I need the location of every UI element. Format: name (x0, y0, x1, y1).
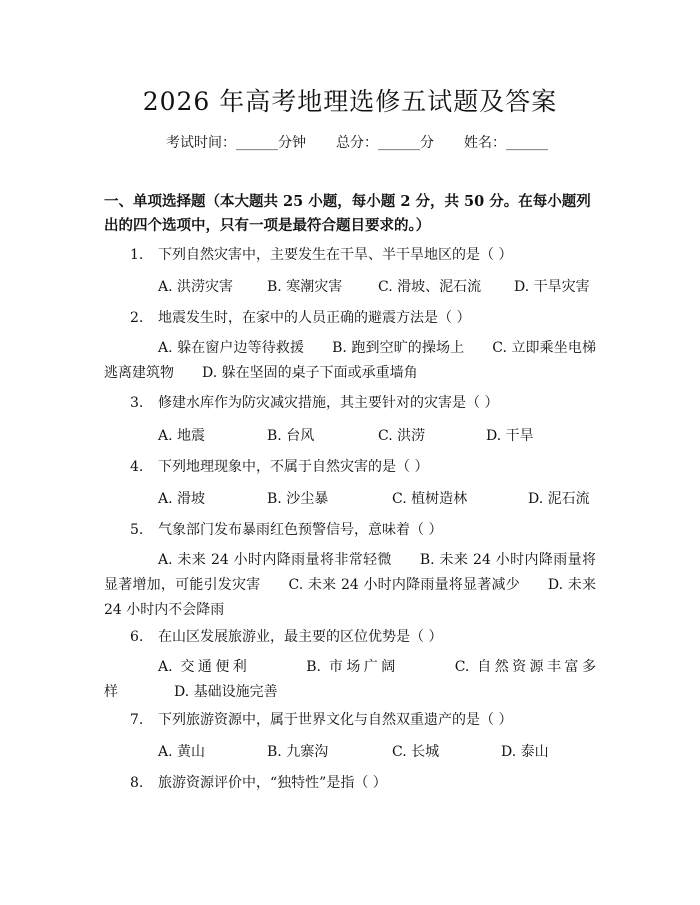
question-text: 下列自然灾害中，主要发生在干旱、半干旱地区的是（ ） (158, 247, 513, 263)
option-d: D. 躲在坚固的桌子下面或承重墙角 (202, 365, 418, 381)
option-a: A. 滑坡 (158, 491, 206, 507)
options-2 (104, 336, 596, 386)
option-a: A. 地震 (158, 428, 206, 444)
option-a: A. 躲在窗户边等待救援 (158, 340, 305, 356)
option-b: B. 未来 24 小时内降雨量将显著增加，可能引发灾害 (104, 552, 596, 593)
option-d: D. 未来 24 小时内不会降雨 (104, 577, 596, 618)
option-b: B. 台风 (267, 428, 315, 444)
question-7 (130, 709, 512, 729)
student-name-field: 姓名：______ (464, 135, 548, 151)
exam-meta (166, 132, 548, 152)
options-5 (104, 548, 596, 623)
question-text: 地震发生时，在家中的人员正确的避震方法是（ ） (158, 310, 471, 326)
option-b: B. 九寨沟 (267, 744, 329, 760)
option-c: C. 植树造林 (392, 491, 468, 507)
question-text: 旅游资源评价中，“独特性”是指（ ） (158, 775, 387, 791)
option-c: C. 立即乘坐电梯逃离建筑物 (104, 340, 596, 381)
option-a: A. 黄山 (158, 744, 206, 760)
option-c: C. 洪涝 (378, 428, 426, 444)
option-d: D. 干旱 (486, 428, 534, 444)
option-c: C. 滑坡、泥石流 (378, 279, 482, 295)
question-8 (130, 772, 387, 792)
question-number: 7. (130, 712, 144, 728)
total-score-field: 总分：______分 (336, 135, 434, 151)
option-a: A. 交通便利 (158, 659, 251, 675)
question-4 (130, 456, 428, 476)
question-2 (130, 307, 470, 327)
option-a: A. 洪涝灾害 (158, 279, 234, 295)
option-a: A. 未来 24 小时内降雨量将非常轻微 (158, 552, 392, 568)
option-d: D. 基础设施完善 (174, 684, 278, 700)
question-text: 气象部门发布暴雨红色预警信号，意味着（ ） (158, 522, 443, 538)
question-3 (130, 392, 498, 412)
option-d: D. 泥石流 (528, 491, 590, 507)
exam-time-field: 考试时间：______分钟 (166, 135, 306, 151)
option-b: B. 沙尘暴 (267, 491, 329, 507)
question-text: 修建水库作为防灾减灾措施，其主要针对的灾害是（ ） (158, 395, 499, 411)
question-number: 3. (130, 395, 144, 411)
options-6 (104, 655, 596, 705)
section-heading: 一、单项选择题（本大题共 25 小题，每小题 2 分，共 50 分。在每小题列出的四个选项中，只有一项是最符合题目要求的。） (104, 193, 591, 234)
question-number: 5. (130, 522, 144, 538)
exam-title: 2026 年高考地理选修五试题及答案 (142, 87, 558, 116)
option-d: D. 干旱灾害 (514, 279, 590, 295)
option-b: B. 寒潮灾害 (267, 279, 343, 295)
option-d: D. 泰山 (501, 744, 549, 760)
option-c: C. 自然资源丰富多样 (104, 659, 596, 700)
option-c: C. 长城 (392, 744, 440, 760)
question-number: 4. (130, 459, 144, 475)
question-number: 6. (130, 629, 144, 645)
question-text: 下列地理现象中，不属于自然灾害的是（ ） (158, 459, 429, 475)
question-text: 下列旅游资源中，属于世界文化与自然双重遗产的是（ ） (158, 712, 513, 728)
question-number: 8. (130, 775, 144, 791)
question-5 (130, 519, 442, 539)
option-c: C. 未来 24 小时内降雨量将显著减少 (288, 577, 520, 593)
question-1 (130, 244, 512, 264)
question-text: 在山区发展旅游业，最主要的区位优势是（ ） (158, 629, 443, 645)
question-number: 2. (130, 310, 144, 326)
option-b: B. 市场广阔 (306, 659, 399, 675)
option-b: B. 跑到空旷的操场上 (332, 340, 465, 356)
question-number: 1. (130, 247, 144, 263)
question-6 (130, 626, 442, 646)
